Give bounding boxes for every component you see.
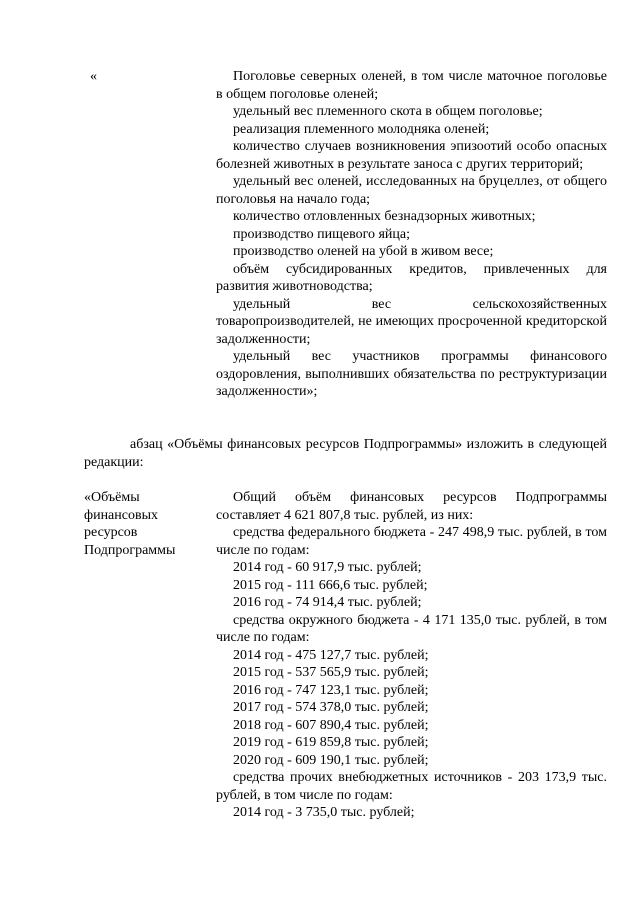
text-line: удельный вес оленей, исследованных на бруцеллез, от общего поголовья на начало года;: [216, 174, 607, 207]
opening-quote: «: [90, 69, 97, 84]
text-line: 2014 год - 475 127,7 тыс. рублей;: [233, 647, 429, 663]
spread-word-2: вес: [371, 296, 392, 312]
text-line: объём субсидированных кредитов, привлеченных для развития животноводства;: [216, 261, 607, 294]
spread-word-1: удельный: [233, 296, 291, 312]
indicators-list: [216, 68, 607, 401]
text-line: производство пищевого яйца;: [233, 226, 411, 242]
text-line: 2014 год - 3 735,0 тыс. рублей;: [233, 805, 415, 820]
text-line: 2016 год - 74 914,4 тыс. рублей;: [233, 595, 422, 610]
text-line: 2014 год - 60 917,9 тыс. рублей;: [233, 560, 422, 575]
spread-line: [216, 296, 607, 314]
amendment-paragraph: [84, 436, 607, 471]
label-line: «Объёмы: [84, 490, 140, 505]
text-line: Общий объём финансовых ресурсов Подпрограммы составляет 4 621 807,8 тыс. рублей, из них:: [216, 490, 607, 523]
text-line: 2020 год - 609 190,1 тыс. рублей;: [233, 752, 429, 768]
label-line: финансовых: [84, 507, 158, 523]
amendment-text: абзац «Объёмы финансовых ресурсов Подпрограммы» изложить в следующей редакции:: [84, 437, 607, 470]
text-line: количество случаев возникновения эпизоотий особо опасных болезней животных в результате заноса с других территорий;: [216, 139, 607, 172]
text-line: Поголовье северных оленей, в том числе маточное поголовье в общем поголовье оленей;: [216, 69, 607, 102]
text-line: производство оленей на убой в живом весе;: [233, 244, 494, 259]
label-line: Подпрограммы: [84, 542, 176, 558]
text-line: средства прочих внебюджетных источников - 203 173,9 тыс. рублей, в том числе по годам:: [216, 770, 607, 803]
text-line: товаропроизводителей, не имеющих просроченной кредиторской задолженности;: [216, 314, 607, 347]
financing-list: [216, 489, 607, 822]
text-line: реализация племенного молодняка оленей;: [233, 121, 490, 137]
text-line: средства федерального бюджета - 247 498,9 тыс. рублей, в том числе по годам:: [216, 525, 607, 558]
text-line: удельный вес участников программы финансового оздоровления, выполнивших обязательства по реструктуризации задолженности»;: [216, 349, 607, 399]
spread-word-3: сельскохозяйственных: [472, 296, 607, 312]
label-line: ресурсов: [84, 525, 138, 540]
text-line: 2018 год - 607 890,4 тыс. рублей;: [233, 717, 429, 733]
financing-label: [84, 489, 212, 559]
text-line: удельный вес племенного скота в общем поголовье;: [233, 104, 543, 119]
text-line: 2016 год - 747 123,1 тыс. рублей;: [233, 682, 429, 698]
text-line: 2019 год - 619 859,8 тыс. рублей;: [233, 735, 429, 750]
text-line: средства окружного бюджета - 4 171 135,0 тыс. рублей, в том числе по годам:: [216, 612, 607, 645]
text-line: 2015 год - 111 666,6 тыс. рублей;: [233, 577, 428, 593]
text-line: 2015 год - 537 565,9 тыс. рублей;: [233, 665, 429, 680]
text-line: 2017 год - 574 378,0 тыс. рублей;: [233, 700, 429, 715]
text-line: количество отловленных безнадзорных животных;: [233, 209, 536, 224]
